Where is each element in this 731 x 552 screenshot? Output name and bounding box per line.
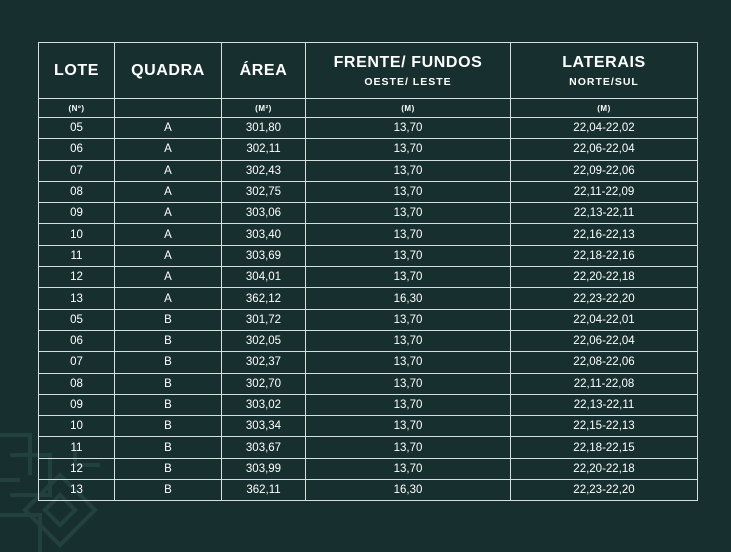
- cell-laterais: 22,06-22,04: [511, 139, 698, 160]
- table-row: [39, 139, 698, 160]
- table-row: [39, 330, 698, 351]
- cell-frente: 13,70: [306, 416, 511, 437]
- table-row: [39, 160, 698, 181]
- cell-frente: 13,70: [306, 373, 511, 394]
- header-laterais-sub: NORTE/SUL: [569, 75, 639, 88]
- cell-frente: 16,30: [306, 480, 511, 501]
- table-row: [39, 309, 698, 330]
- cell-area: 302,70: [222, 373, 306, 394]
- cell-lote: 09: [39, 394, 115, 415]
- cell-lote: 05: [39, 309, 115, 330]
- cell-lote: 08: [39, 181, 115, 202]
- cell-lote: 10: [39, 224, 115, 245]
- cell-lote: 07: [39, 160, 115, 181]
- cell-laterais: 22,18-22,16: [511, 245, 698, 266]
- cell-laterais: 22,13-22,11: [511, 203, 698, 224]
- cell-area: 301,80: [222, 118, 306, 139]
- unit-laterais: (M): [511, 99, 698, 118]
- cell-laterais: 22,16-22,13: [511, 224, 698, 245]
- cell-lote: 13: [39, 480, 115, 501]
- cell-lote: 07: [39, 352, 115, 373]
- unit-area: (M²): [222, 99, 306, 118]
- table-row: [39, 458, 698, 479]
- cell-area: 303,06: [222, 203, 306, 224]
- cell-frente: 16,30: [306, 288, 511, 309]
- cell-frente: 13,70: [306, 394, 511, 415]
- cell-frente: 13,70: [306, 139, 511, 160]
- table-row: [39, 437, 698, 458]
- cell-laterais: 22,04-22,01: [511, 309, 698, 330]
- cell-quadra: A: [115, 203, 222, 224]
- cell-area: 303,69: [222, 245, 306, 266]
- cell-area: 303,40: [222, 224, 306, 245]
- cell-laterais: 22,20-22,18: [511, 267, 698, 288]
- table-row: [39, 373, 698, 394]
- cell-quadra: A: [115, 267, 222, 288]
- cell-quadra: A: [115, 160, 222, 181]
- header-area: ÁREA: [222, 43, 306, 99]
- unit-lote: (Nº): [39, 99, 115, 118]
- cell-frente: 13,70: [306, 203, 511, 224]
- cell-frente: 13,70: [306, 245, 511, 266]
- table-row: [39, 203, 698, 224]
- table-row: [39, 224, 698, 245]
- unit-quadra: [115, 99, 222, 118]
- header-quadra: QUADRA: [115, 43, 222, 99]
- cell-quadra: A: [115, 224, 222, 245]
- cell-lote: 08: [39, 373, 115, 394]
- cell-lote: 13: [39, 288, 115, 309]
- cell-laterais: 22,23-22,20: [511, 288, 698, 309]
- header-frente-sub: OESTE/ LESTE: [364, 75, 452, 88]
- cell-quadra: B: [115, 480, 222, 501]
- cell-quadra: B: [115, 458, 222, 479]
- cell-frente: 13,70: [306, 224, 511, 245]
- cell-quadra: A: [115, 139, 222, 160]
- cell-lote: 09: [39, 203, 115, 224]
- cell-area: 301,72: [222, 309, 306, 330]
- cell-laterais: 22,23-22,20: [511, 480, 698, 501]
- unit-frente: (M): [306, 99, 511, 118]
- cell-area: 304,01: [222, 267, 306, 288]
- cell-frente: 13,70: [306, 330, 511, 351]
- lots-table: [38, 42, 698, 501]
- cell-laterais: 22,08-22,06: [511, 352, 698, 373]
- cell-laterais: 22,13-22,11: [511, 394, 698, 415]
- cell-quadra: B: [115, 330, 222, 351]
- cell-frente: 13,70: [306, 458, 511, 479]
- cell-laterais: 22,20-22,18: [511, 458, 698, 479]
- table-row: [39, 118, 698, 139]
- table-units-row: [39, 99, 698, 118]
- cell-frente: 13,70: [306, 181, 511, 202]
- cell-frente: 13,70: [306, 437, 511, 458]
- header-lote: LOTE: [39, 43, 115, 99]
- cell-laterais: 22,11-22,09: [511, 181, 698, 202]
- cell-laterais: 22,18-22,15: [511, 437, 698, 458]
- cell-area: 362,11: [222, 480, 306, 501]
- cell-quadra: A: [115, 118, 222, 139]
- cell-area: 302,75: [222, 181, 306, 202]
- cell-lote: 10: [39, 416, 115, 437]
- cell-frente: 13,70: [306, 160, 511, 181]
- table-header-row: [39, 43, 698, 99]
- table-row: [39, 416, 698, 437]
- cell-lote: 11: [39, 437, 115, 458]
- cell-area: 302,11: [222, 139, 306, 160]
- table-row: [39, 245, 698, 266]
- table-row: [39, 267, 698, 288]
- cell-quadra: B: [115, 352, 222, 373]
- cell-lote: 05: [39, 118, 115, 139]
- cell-lote: 12: [39, 458, 115, 479]
- cell-area: 303,02: [222, 394, 306, 415]
- cell-laterais: 22,11-22,08: [511, 373, 698, 394]
- cell-area: 303,99: [222, 458, 306, 479]
- cell-lote: 12: [39, 267, 115, 288]
- cell-area: 302,05: [222, 330, 306, 351]
- cell-frente: 13,70: [306, 352, 511, 373]
- cell-quadra: A: [115, 181, 222, 202]
- table-row: [39, 480, 698, 501]
- cell-area: 303,67: [222, 437, 306, 458]
- cell-laterais: 22,09-22,06: [511, 160, 698, 181]
- table-row: [39, 352, 698, 373]
- cell-quadra: B: [115, 437, 222, 458]
- cell-frente: 13,70: [306, 267, 511, 288]
- cell-quadra: B: [115, 373, 222, 394]
- header-laterais: LATERAIS NORTE/SUL: [511, 43, 698, 99]
- cell-lote: 06: [39, 139, 115, 160]
- cell-area: 303,34: [222, 416, 306, 437]
- table-row: [39, 394, 698, 415]
- header-frente-fundos: FRENTE/ FUNDOS OESTE/ LESTE: [306, 43, 511, 99]
- cell-quadra: B: [115, 394, 222, 415]
- cell-area: 302,37: [222, 352, 306, 373]
- cell-quadra: B: [115, 416, 222, 437]
- cell-frente: 13,70: [306, 309, 511, 330]
- cell-lote: 11: [39, 245, 115, 266]
- cell-quadra: B: [115, 309, 222, 330]
- cell-laterais: 22,06-22,04: [511, 330, 698, 351]
- table-row: [39, 181, 698, 202]
- cell-laterais: 22,15-22,13: [511, 416, 698, 437]
- table-body: [39, 118, 698, 501]
- cell-area: 362,12: [222, 288, 306, 309]
- cell-frente: 13,70: [306, 118, 511, 139]
- cell-lote: 06: [39, 330, 115, 351]
- table-row: [39, 288, 698, 309]
- cell-laterais: 22,04-22,02: [511, 118, 698, 139]
- cell-quadra: A: [115, 288, 222, 309]
- cell-area: 302,43: [222, 160, 306, 181]
- cell-quadra: A: [115, 245, 222, 266]
